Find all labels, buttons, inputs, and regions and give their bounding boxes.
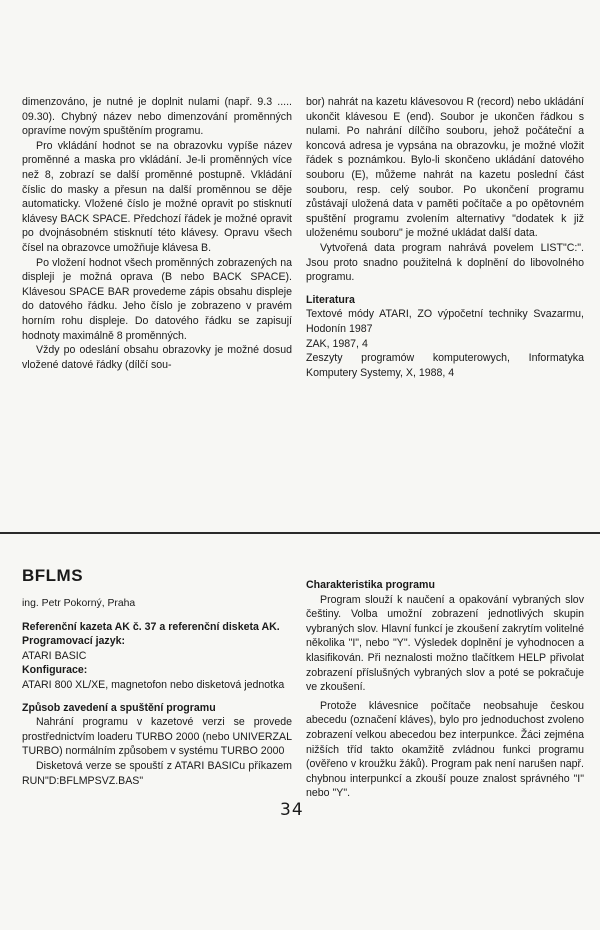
load-heading: Způsob zavedení a spuštění programu: [22, 701, 216, 714]
reference-label: Referenční kazeta AK č. 37 a referenční disketa AK.: [22, 620, 280, 633]
paragraph: Nahrání programu v kazetové verzi se provede prostřednictvím loaderu TURBO 2000 (nebo UNIVERZAL TURBO) normálním způsobem v systému TURBO 2000: [22, 716, 292, 758]
bottom-left-column: [22, 597, 292, 788]
literature-item: ZAK, 1987, 4: [306, 337, 368, 350]
paragraph: Po vložení hodnot všech proměnných zobrazených na displeji je možná oprava (B nebo BACK SPACE). Klávesou SPACE BAR provedeme zápis obsahu displeje do datového řádku. Jeho číslo je zobrazeno v pravém horním rohu displeje. Do datového řádku se zapisují hodnoty maximálně 8 proměnných.: [22, 256, 292, 342]
literature-item: Zeszyty programów komputerowych, Informatyka Komputery Systemy, X, 1988, 4: [306, 352, 584, 379]
top-left-column: [22, 95, 292, 372]
literature-heading: Literatura: [306, 293, 355, 306]
section-divider: [0, 532, 600, 534]
paragraph: bor) nahrát na kazetu klávesovou R (record) nebo ukládání ukončit klávesou E (end). Soubor je ukončen řádkou s nulami. Po nahrání dílčího souboru, jehož počáteční a koncová adresa je vypsána na obrazovku, je možné vložit řádek s poznámkou. Bylo-li skončeno ukládání datového souboru (E), můžeme nahrát na kazetu poslední část souboru, resp. celý soubor. Po ukončení programu zůstávají uložená data v paměti počítače a po opětovném spuštění programu zvolením alternativy "dodatek k již uloženému souboru" je možné ukládat další data.: [306, 96, 584, 240]
page-number: 34: [280, 800, 304, 820]
language-value: ATARI BASIC: [22, 649, 87, 662]
config-value: ATARI 800 XL/XE, magnetofon nebo disketová jednotka: [22, 678, 285, 691]
characteristics-heading: Charakteristika programu: [306, 579, 435, 591]
paragraph: Pro vkládání hodnot se na obrazovku vypíše název proměnné a maska pro vkládání. Je-li proměnných více než 8, zobrazí se další proměnné postupně. Vkládání číslic do masky a přesun na další proměnnou se děje automaticky. Vložené číslo je možné opravit po stisknutí klávesy BACK SPACE. Předchozí řádek je možné opravit po dvojnásobném stisknutí této klávesy. Opravu všech čísel na obrazovce umožňuje klávesa B.: [22, 139, 292, 254]
literature-item: Textové módy ATARI, ZO výpočetní techniky Svazarmu, Hodonín 1987: [306, 308, 584, 335]
paragraph: Program slouží k naučení a opakování vybraných slov češtiny. Volba umožní zobrazení jednotlivých skupin vybraných slov. Hlavní funkcí je zkoušení zakrytím volitelné několika "I", nebo "Y". Výsledek doplnění je vyhodnocen a klasifikován. Při neznalosti možno tlačítkem HELP přivolat zobrazení příslušných vybraných slov a poté se pokračuje ve zkoušení.: [306, 593, 584, 694]
author: ing. Petr Pokorný, Praha: [22, 598, 136, 609]
language-label: Programovací jazyk:: [22, 635, 126, 648]
paragraph: Protože klávesnice počítače neobsahuje českou abecedu (označení kláves), bylo pro jednoduchost zvoleno zobrazení velkou abecedou bez interpunkce. Žáci zejména nižších tříd takto okamžitě zvládnou funkci programu (ověřeno v kroužku žáků). Program pak není narušen např. chybnou interpunkcí a zkouší pouze znalost správného "I" nebo "Y".: [306, 699, 584, 800]
article-title: BFLMS: [22, 566, 84, 585]
paragraph: dimenzováno, je nutné je doplnit nulami (např. 9.3 ..... 09.30). Chybný název nebo dimenzování proměnných opravíme novým spuštěním programu.: [22, 96, 292, 138]
config-label: Konfigurace:: [22, 664, 88, 677]
paragraph: Disketová verze se spouští z ATARI BASICu příkazem RUN"D:BFLMPSVZ.BAS": [22, 759, 292, 787]
paragraph: Vždy po odeslání obsahu obrazovky je možné dosud vložené datové řádky (dílčí sou-: [22, 344, 292, 371]
paragraph: Vytvořená data program nahrává povelem LIST"C:". Jsou proto snadno použitelná k doplnění do libovolného programu.: [306, 241, 584, 284]
top-right-column: [306, 95, 584, 380]
bottom-right-column: [306, 578, 584, 801]
